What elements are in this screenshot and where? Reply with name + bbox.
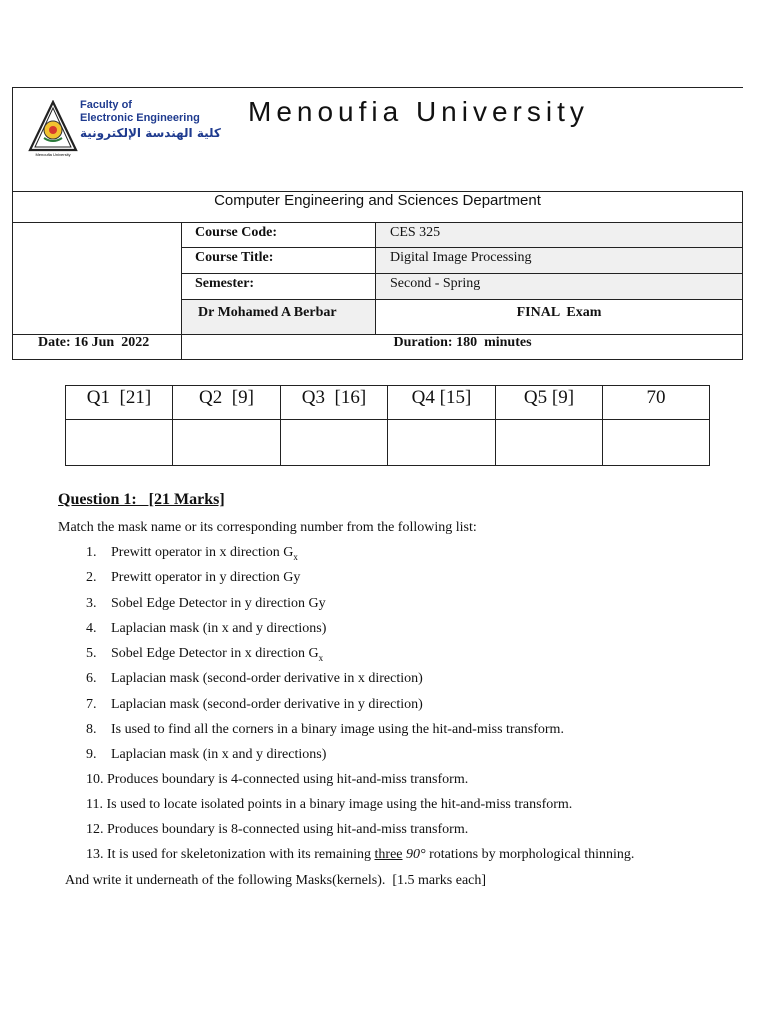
list-item: 8. Is used to find all the corners in a binary image using the hit-and-miss transform. <box>86 722 564 737</box>
list-item: 10. Produces boundary is 4-connected using hit-and-miss transform. <box>86 772 469 787</box>
exam-date: Date: 16 Jun 2022 <box>38 335 150 350</box>
question1-closing: And write it underneath of the following Masks(kernels). [1.5 marks each] <box>65 873 487 888</box>
semester-label: Semester: <box>195 276 255 291</box>
semester: Second - Spring <box>390 276 481 291</box>
logo-arabic: كلية الهندسة الإلكترونية <box>80 126 221 140</box>
question1-intro: Match the mask name or its corresponding number from the following list: <box>58 520 477 535</box>
faculty-logo <box>28 100 78 158</box>
instructor-name: Dr Mohamed A Berbar <box>198 305 337 320</box>
score-header-q5: Q5 [9] <box>523 387 575 408</box>
course-title: Digital Image Processing <box>390 250 532 265</box>
exam-type: FINAL Exam <box>516 305 602 320</box>
list-item: 9. Laplacian mask (in x and y directions) <box>86 747 327 762</box>
list-item: 3. Sobel Edge Detector in y direction Gy <box>86 596 326 611</box>
course-code-label: Course Code: <box>195 225 278 240</box>
list-item: 11. Is used to locate isolated points in a binary image using the hit-and-miss transform. <box>86 797 573 812</box>
score-header-q2: Q2 [9] <box>199 387 254 408</box>
list-item: 2. Prewitt operator in y direction Gy <box>86 570 301 585</box>
list-item: 4. Laplacian mask (in x and y directions) <box>86 621 327 636</box>
course-title-label: Course Title: <box>195 250 274 265</box>
logo-line1: Faculty of <box>80 99 132 111</box>
course-code: CES 325 <box>390 225 441 240</box>
score-header-q3: Q3 [16] <box>301 387 367 408</box>
university-name: Menoufia University <box>248 96 589 127</box>
list-item: 7. Laplacian mask (second-order derivative in y direction) <box>86 697 423 712</box>
score-header-total: 70 <box>646 387 666 408</box>
list-item: 6. Laplacian mask (second-order derivative in x direction) <box>86 671 423 686</box>
score-header-q1: Q1 [21] <box>86 387 152 408</box>
svg-text:Menoufia University: Menoufia University <box>35 152 71 157</box>
list-item: 5. Sobel Edge Detector in x direction $G_x$ <box>86 646 324 663</box>
list-item: 1. Prewitt operator in x direction $G_x$ <box>86 545 298 562</box>
logo-line2: Electronic Engineering <box>80 112 200 124</box>
score-header-q4: Q4 [15] <box>411 387 472 408</box>
exam-duration: Duration: 180 minutes <box>393 335 532 350</box>
list-item: 13. It is used for skeletonization with its remaining three 90° rotations by morphological thinning. <box>86 847 635 862</box>
list-item: 12. Produces boundary is 8-connected using hit-and-miss transform. <box>86 822 469 837</box>
question1-title: Question 1: [21 Marks] <box>58 491 225 508</box>
department-name: Computer Engineering and Sciences Department <box>214 192 541 209</box>
